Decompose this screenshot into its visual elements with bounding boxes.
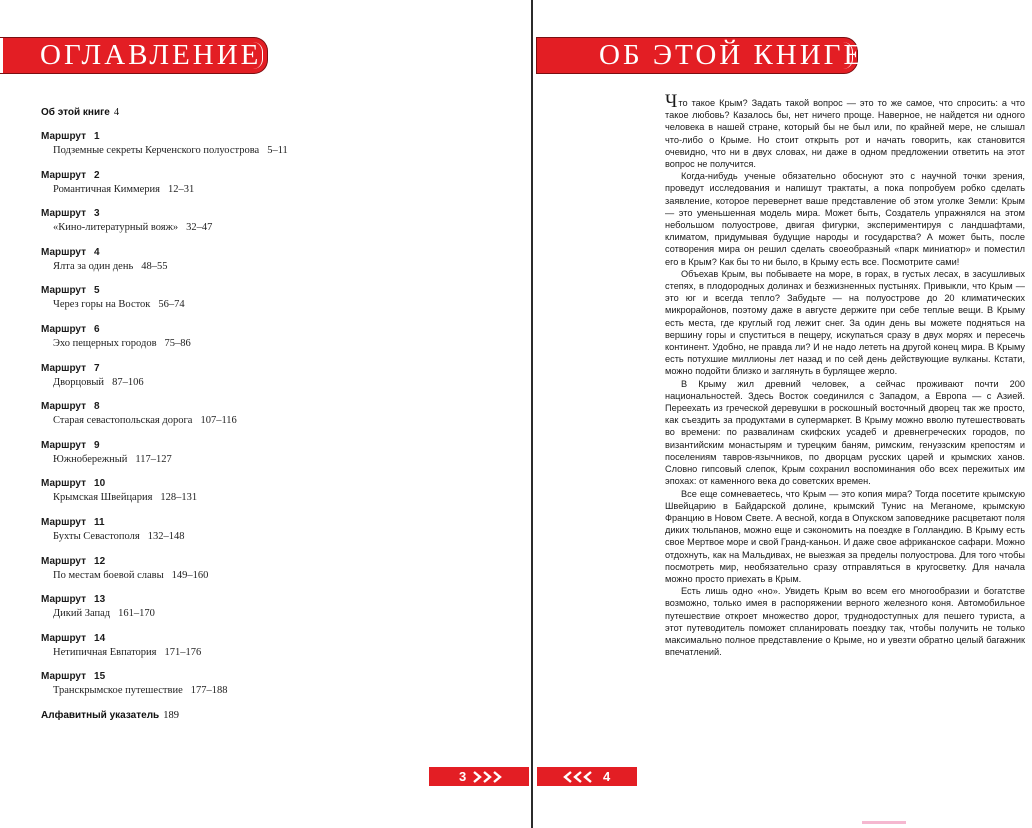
toc-route-heading bbox=[41, 323, 481, 336]
toc-route-entry[interactable] bbox=[41, 169, 481, 208]
toc-route-entry[interactable] bbox=[41, 362, 481, 401]
toc-route-heading bbox=[41, 362, 481, 375]
toc-route-title: Бухты Севастополя bbox=[53, 530, 140, 542]
toc-route-title-line bbox=[41, 183, 481, 196]
decorative-mark bbox=[862, 821, 906, 824]
toc-route-label: Маршрут bbox=[41, 131, 87, 142]
about-header-banner bbox=[536, 37, 865, 74]
toc-route-label: Маршрут bbox=[41, 478, 87, 490]
toc-route-entry[interactable] bbox=[41, 400, 481, 439]
toc-route-pages: 149–160 bbox=[171, 569, 209, 581]
toc-route-title-line bbox=[41, 221, 481, 234]
toc-intro-page: 4 bbox=[113, 107, 120, 118]
toc-route-heading bbox=[41, 670, 481, 683]
toc-route-number: 2 bbox=[94, 169, 100, 181]
toc-route-label: Маршрут bbox=[41, 401, 87, 413]
toc-route-number: 6 bbox=[94, 323, 100, 335]
page-number-badge-right bbox=[537, 767, 637, 786]
toc-route-entry[interactable] bbox=[41, 246, 481, 285]
toc-route-title-line bbox=[41, 298, 481, 311]
toc-route-title: Южнобережный bbox=[53, 453, 128, 465]
toc-route-pages: 107–116 bbox=[200, 415, 237, 427]
toc-route-label: Маршрут bbox=[41, 516, 87, 528]
toc-route-heading bbox=[41, 555, 481, 568]
toc-route-pages: 48–55 bbox=[141, 260, 168, 272]
toc-route-title: Ялта за один день bbox=[53, 260, 134, 272]
toc-route-label: Маршрут bbox=[41, 439, 87, 451]
toc-route-entry[interactable] bbox=[41, 207, 481, 246]
toc-route-number: 4 bbox=[94, 246, 100, 258]
toc-route-number: 1 bbox=[94, 131, 100, 142]
toc-route-title-line bbox=[41, 337, 481, 350]
toc-route-title-line bbox=[41, 260, 481, 273]
toc-route-label: Маршрут bbox=[41, 594, 87, 606]
toc-route-heading bbox=[41, 130, 481, 143]
toc-route-number: 3 bbox=[94, 208, 100, 220]
toc-route-entry[interactable] bbox=[41, 284, 481, 323]
drop-cap: Ч bbox=[665, 91, 678, 112]
toc-route-title-line bbox=[41, 491, 481, 504]
toc-route-title: Дворцовый bbox=[53, 376, 105, 388]
toc-route-entry[interactable] bbox=[41, 477, 481, 516]
toc-route-heading bbox=[41, 439, 481, 452]
toc-route-number: 5 bbox=[94, 285, 100, 297]
toc-route-title-line bbox=[41, 414, 481, 427]
toc-route-entry[interactable] bbox=[41, 439, 481, 478]
toc-route-pages: 12–31 bbox=[167, 183, 195, 195]
toc-intro-label: Об этой книге bbox=[41, 107, 110, 118]
toc-route-title-line bbox=[41, 376, 481, 389]
toc-route-heading bbox=[41, 169, 481, 182]
toc-route-title: Транскрымское путешествие bbox=[53, 685, 183, 697]
toc-route-entry[interactable] bbox=[41, 632, 481, 671]
toc-route-pages: 161–170 bbox=[118, 608, 155, 620]
toc-route-heading bbox=[41, 593, 481, 606]
toc-route-pages: 32–47 bbox=[186, 222, 213, 234]
toc-index-page: 189 bbox=[163, 709, 179, 721]
toc-index-entry[interactable] bbox=[41, 709, 481, 722]
toc-route-pages: 56–74 bbox=[158, 299, 185, 311]
toc-route-title-line bbox=[41, 607, 481, 620]
chevrons-left-icon bbox=[563, 770, 597, 784]
paragraph: Все еще сомневаетесь, что Крым — это копия мира? Тогда посетите крымскую Швейцарию в Байдарской долине, крымский Тунис на Меганоме, крымскую Францию в Новом Свете. А весной, когда в Опукском заповеднике расцветают поля диких тюльпанов, можно еще и сэкономить на поездке в Голландию. В Крыму есть свое Мертвое море и свой Гранд-каньон. И даже свое африканское сафари. Можно отдохнуть, как на Мальдивах, не выезжая за пределы полуострова. Для того чтобы посмотреть мир, необязательно сразу отправляться в кругосветку. Для начала можно просто приехать в Крым. bbox=[665, 488, 1025, 584]
toc-route-heading bbox=[41, 400, 481, 413]
toc-route-pages: 128–131 bbox=[160, 492, 198, 504]
toc-route-label: Маршрут bbox=[41, 246, 87, 258]
toc-route-number: 10 bbox=[94, 478, 106, 490]
toc-route-label: Маршрут bbox=[41, 362, 87, 374]
toc-route-heading bbox=[41, 284, 481, 297]
toc-route-pages: 177–188 bbox=[190, 685, 228, 697]
toc-route-title-line bbox=[41, 569, 481, 582]
toc-route-pages: 5–11 bbox=[267, 145, 288, 156]
about-article bbox=[665, 91, 1025, 658]
book-spine bbox=[531, 0, 533, 828]
page-number-left: 3 bbox=[459, 769, 467, 784]
toc-route-pages: 171–176 bbox=[164, 646, 202, 658]
toc-header-banner bbox=[0, 37, 268, 74]
chevrons-right-icon bbox=[472, 770, 506, 784]
paragraph: Объехав Крым, вы побываете на море, в горах, в густых лесах, в засушливых степях, в плодородных долинах и безжизненных пустынях. Привыкли, что Крым — это юг и всегда тепло? Забудьте — на полуострове до 20 климатических микрорайонов, поэтому даже в августе держите при себе теплые вещи. В Крыму есть места, где круглый год лежит снег. За один день вы можете подняться на вершину горы и спуститься в пещеру, искупаться сразу в двух морях и пересечь континент. Удобно, не правда ли? И не надо лететь на другой конец мира. В Крыму есть потухшие миллионы лет назад и по сей день действующие вулканы. Кстати, можно подойти близко и заглянуть в бурлящее жерло. bbox=[665, 268, 1025, 377]
toc-route-pages: 117–127 bbox=[135, 453, 172, 465]
toc-route-number: 7 bbox=[94, 362, 100, 374]
toc-route-entry[interactable] bbox=[41, 593, 481, 632]
toc-route-title-line bbox=[41, 144, 481, 157]
toc-route-label: Маршрут bbox=[41, 555, 87, 567]
toc-route-heading bbox=[41, 477, 481, 490]
paragraph: Когда-нибудь ученые обязательно обоснуют это с научной точки зрения, проведут исследования и напишут трактаты, а пока попробуем робко сделать заявление, которое перевернет ваше представление об этом уголке Земли: Крым — это уменьшенная модель мира. Может быть, Создатель упражнялся на этом небольшом полуострове, двигая фигурки, экспериментируя с ландшафтами, климатом, придумывая будущие народы и государства? А может быть, после сотворения мира он решил сделать своеобразный «парк миниатюр» и поместил его в Крым? Как бы то ни было, в Крыму есть все. Посмотрите сами! bbox=[665, 171, 1025, 267]
toc-route-label: Маршрут bbox=[41, 169, 87, 181]
toc-route-entry[interactable] bbox=[41, 670, 481, 709]
toc-route-number: 15 bbox=[94, 671, 106, 683]
toc-route-entry[interactable] bbox=[41, 323, 481, 362]
toc-route-label: Маршрут bbox=[41, 208, 87, 220]
toc-route-title: Через горы на Восток bbox=[53, 299, 151, 311]
toc-index-label: Алфавитный указатель bbox=[41, 709, 160, 721]
toc-route-title-line bbox=[41, 530, 481, 543]
toc-intro-entry[interactable] bbox=[41, 106, 481, 130]
toc-route-number: 12 bbox=[94, 555, 106, 567]
toc-route-entry[interactable] bbox=[41, 130, 481, 169]
toc-route-title-line bbox=[41, 684, 481, 697]
toc-route-pages: 132–148 bbox=[147, 530, 185, 542]
toc-route-number: 9 bbox=[94, 439, 100, 451]
paragraph: Что такое Крым? Задать такой вопрос — это то же самое, что спросить: а что такое любовь? Казалось бы, нет ничего проще. Наверное, не найдется ни одного человека в нашей стране, который бы не был или, по крайней мере, не слышал что-либо о Крыме. Но стоит открыть рот и начать говорить, как становится очевидно, что ни в двух словах, ни даже в одном предложении ответить на этот вопрос не получится. bbox=[665, 91, 1025, 170]
toc-route-title: Дикий Запад bbox=[53, 608, 111, 620]
toc-route-entry[interactable] bbox=[41, 555, 481, 594]
toc-route-title: «Кино-литературный вояж» bbox=[53, 222, 179, 234]
toc-route-heading bbox=[41, 246, 481, 259]
toc-route-title: Эхо пещерных городов bbox=[53, 337, 157, 349]
toc-route-number: 14 bbox=[94, 632, 106, 644]
toc-route-heading bbox=[41, 207, 481, 220]
toc-route-title-line bbox=[41, 646, 481, 659]
toc-route-entry[interactable] bbox=[41, 516, 481, 555]
toc-route-number: 11 bbox=[94, 516, 105, 528]
about-header-title: ОБ ЭТОЙ КНИГЕ bbox=[599, 39, 865, 71]
page-number-right: 4 bbox=[603, 769, 611, 784]
toc-route-label: Маршрут bbox=[41, 285, 87, 297]
toc-route-pages: 87–106 bbox=[112, 376, 144, 388]
toc-route-number: 8 bbox=[94, 401, 100, 413]
page-number-badge-left bbox=[429, 767, 529, 786]
toc-route-title: Романтичная Киммерия bbox=[53, 183, 160, 195]
toc-route-title: Старая севастопольская дорога bbox=[53, 415, 193, 427]
toc-route-title: Нетипичная Евпатория bbox=[53, 646, 157, 658]
toc-route-label: Маршрут bbox=[41, 632, 87, 644]
toc-route-title-line bbox=[41, 453, 481, 466]
toc-route-pages: 75–86 bbox=[164, 337, 191, 349]
paragraph: Есть лишь одно «но». Увидеть Крым во всем его многообразии и богатстве возможно, только имея в распоряжении верного железного коня. Автомобильное путешествие откроет множество дорог, труднодоступных для пешего туриста, а этот путеводитель поможет спланировать поездку так, чтобы получить не только максимально полное представление о Крыме, но и увезти обратно целый багажник впечатлений. bbox=[665, 586, 1025, 658]
toc-route-number: 13 bbox=[94, 594, 106, 606]
toc-route-label: Маршрут bbox=[41, 671, 87, 683]
toc-route-title: Подземные секреты Керченского полуострова bbox=[53, 145, 260, 156]
toc-route-heading bbox=[41, 516, 481, 529]
toc-header-title: ОГЛАВЛЕНИЕ bbox=[40, 39, 262, 71]
paragraph: В Крыму жил древний человек, а сейчас проживают почти 200 национальностей. Здесь Восток соединился с Западом, а Европа — с Азией. Переехать из греческой деревушки в роскошный восточный дворец так же просто, как съездить за продуктами в супермаркет. В Крыму можно вволю путешествовать во времени: по развалинам скифских усадеб и древнегреческих городов, по византийским монастырям и турецким баням, римским, генуэзским крепостям и поселениям тавров-язычников, по дворцам русских царей и крымских ханов. Словно гипсовый слепок, Крым сохранил воспоминания обо всех пережитых им эпохах: от каменного века до советских времен. bbox=[665, 378, 1025, 487]
toc-route-label: Маршрут bbox=[41, 323, 87, 335]
toc-route-title: Крымская Швейцария bbox=[53, 492, 153, 504]
table-of-contents bbox=[41, 106, 481, 722]
toc-route-title: По местам боевой славы bbox=[53, 569, 164, 581]
toc-route-heading bbox=[41, 632, 481, 645]
